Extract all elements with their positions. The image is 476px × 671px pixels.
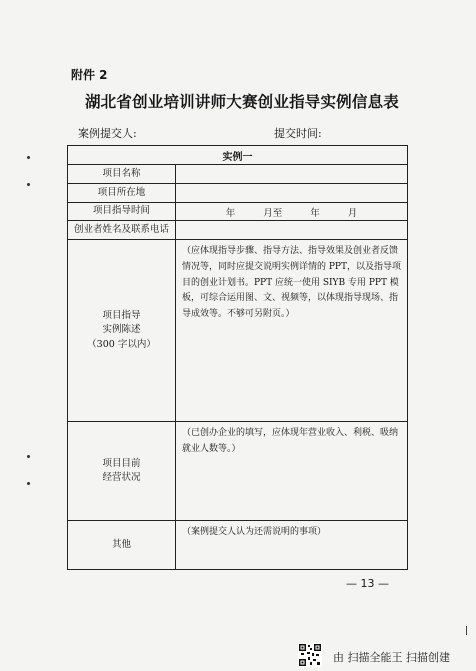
status-field[interactable] (176, 422, 408, 521)
margin-mark (27, 482, 30, 485)
submitter-label: 案例提交人: (78, 127, 137, 140)
entrepreneur-label: 创业者姓名及联系电话 (68, 221, 176, 240)
date-year2-label: 年 (310, 207, 320, 219)
page-number: — 13 — (346, 577, 389, 590)
entrepreneur-field[interactable] (176, 221, 408, 240)
status-label-line: 经营状况 (102, 472, 141, 483)
description-label (68, 240, 176, 422)
guidance-time-label: 项目指导时间 (68, 203, 176, 221)
attachment-label: 附件 2 (71, 68, 108, 82)
status-label-line: 项目目前 (102, 457, 141, 469)
date-year-label: 年 (225, 207, 236, 219)
description-note: （应体现指导步骤、指导方法、指导效果及创业者反馈情况等，同时应提交说明实例详情的 PPT，以及指导项目的创业计划书。PPT 应统一使用 SIYB 专用 PPT 模板，可综合运用图、文、视频等，以体现指导现场、指导成效等。不够可另附页。） (182, 246, 401, 319)
guidance-time-field[interactable] (176, 203, 408, 221)
margin-mark (27, 183, 30, 186)
other-label: 其他 (68, 521, 176, 570)
section-title: 实例一 (68, 146, 408, 165)
other-note: （案例提交人认为还需说明的事项） (182, 527, 327, 537)
submit-time-label: 提交时间: (274, 127, 322, 140)
description-label-line: （300 字以内） (87, 338, 156, 350)
description-label-line: 项目指导 (102, 310, 141, 322)
description-label-line: 实例陈述 (102, 324, 141, 336)
date-month-label: 月 (347, 207, 358, 219)
qr-code-icon (298, 643, 322, 667)
project-location-label: 项目所在地 (68, 184, 176, 203)
margin-mark (27, 156, 30, 159)
margin-mark (466, 626, 467, 635)
other-field[interactable] (176, 521, 408, 570)
date-month-to-label: 月至 (263, 207, 283, 219)
info-form-table (67, 145, 408, 570)
margin-mark (27, 455, 30, 458)
project-location-field[interactable] (176, 184, 408, 203)
status-note: （已创办企业的填写，应体现年营业收入、利税、吸纳就业人数等。） (182, 428, 399, 454)
page-title: 湖北省创业培训讲师大赛创业指导实例信息表 (84, 92, 399, 111)
project-name-label: 项目名称 (68, 165, 176, 184)
scanner-watermark: 由 扫描全能王 扫描创建 (333, 651, 450, 664)
status-label (68, 422, 176, 521)
description-field[interactable] (176, 240, 408, 422)
project-name-field[interactable] (176, 165, 408, 184)
